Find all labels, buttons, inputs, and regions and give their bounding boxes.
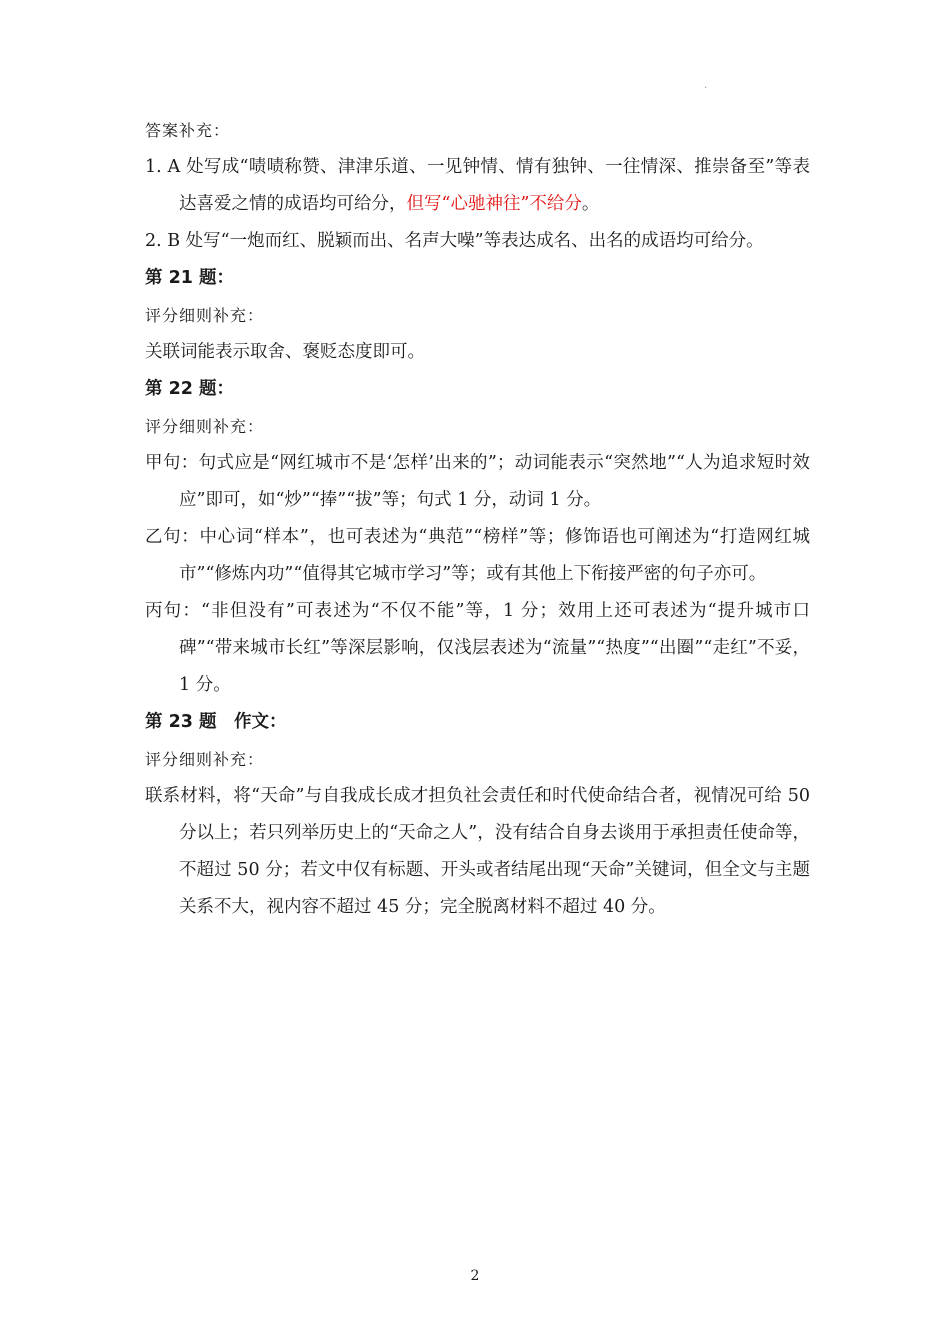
page-dot-mark: .	[704, 80, 708, 91]
q21-supplement-title: 评分细则补充：	[145, 306, 265, 325]
q21-text: 关联词能表示取舍、褒贬态度即可。	[145, 342, 425, 362]
answer-supplement-title: 答案补充：	[145, 121, 231, 140]
document-body	[145, 112, 810, 926]
answer-item-1-text: 1. A 处写成“啧啧称赞、津津乐道、一见钟情、情有独钟、一往情深、推崇备至”等表达喜爱之情的成语均可给分，	[145, 157, 810, 214]
answer-item-2: 2. B 处写“一炮而红、脱颖而出、名声大噪”等表达成名、出名的成语均可给分。	[145, 231, 764, 251]
q22-sentence-jia: 甲句：句式应是“网红城市不是‘怎样’出来的”；动词能表示“突然地”“人为追求短时效应”即可，如“炒”“捧”“拔”等；句式 1 分，动词 1 分。	[145, 453, 810, 510]
q23-heading: 第 23 题 作文：	[145, 712, 287, 732]
q21-heading: 第 21 题：	[145, 268, 235, 288]
q22-supplement-title: 评分细则补充：	[145, 417, 265, 436]
answer-item-1-red-note: 但写“心驰神往”不给分	[406, 194, 582, 214]
q23-supplement-title: 评分细则补充：	[145, 750, 265, 769]
q22-sentence-bing: 丙句：“非但没有”可表述为“不仅不能”等，1 分；效用上还可表述为“提升城市口碑”“带来城市长红”等深层影响，仅浅层表述为“流量”“热度”“出圈”“走红”不妥，1 分。	[145, 601, 810, 695]
answer-item-1	[145, 149, 810, 223]
q22-heading: 第 22 题：	[145, 379, 235, 399]
q23-text: 联系材料，将“天命”与自我成长成才担负社会责任和时代使命结合者，视情况可给 50 分以上；若只列举历史上的“天命之人”，没有结合自身去谈用于承担责任使命等，不超过 50 分；若文中仅有标题、开头或者结尾出现“天命”关键词，但全文与主题关系不大，视内容不超过 45 分；完全脱离材料不超过 40 分。	[145, 786, 810, 917]
page-number: 2	[470, 1268, 480, 1284]
answer-item-1-end: 。	[581, 194, 600, 214]
q22-sentence-yi: 乙句：中心词“样本”，也可表述为“典范”“榜样”等；修饰语也可阐述为“打造网红城市”“修炼内功”“值得其它城市学习”等；或有其他上下衔接严密的句子亦可。	[145, 527, 810, 584]
